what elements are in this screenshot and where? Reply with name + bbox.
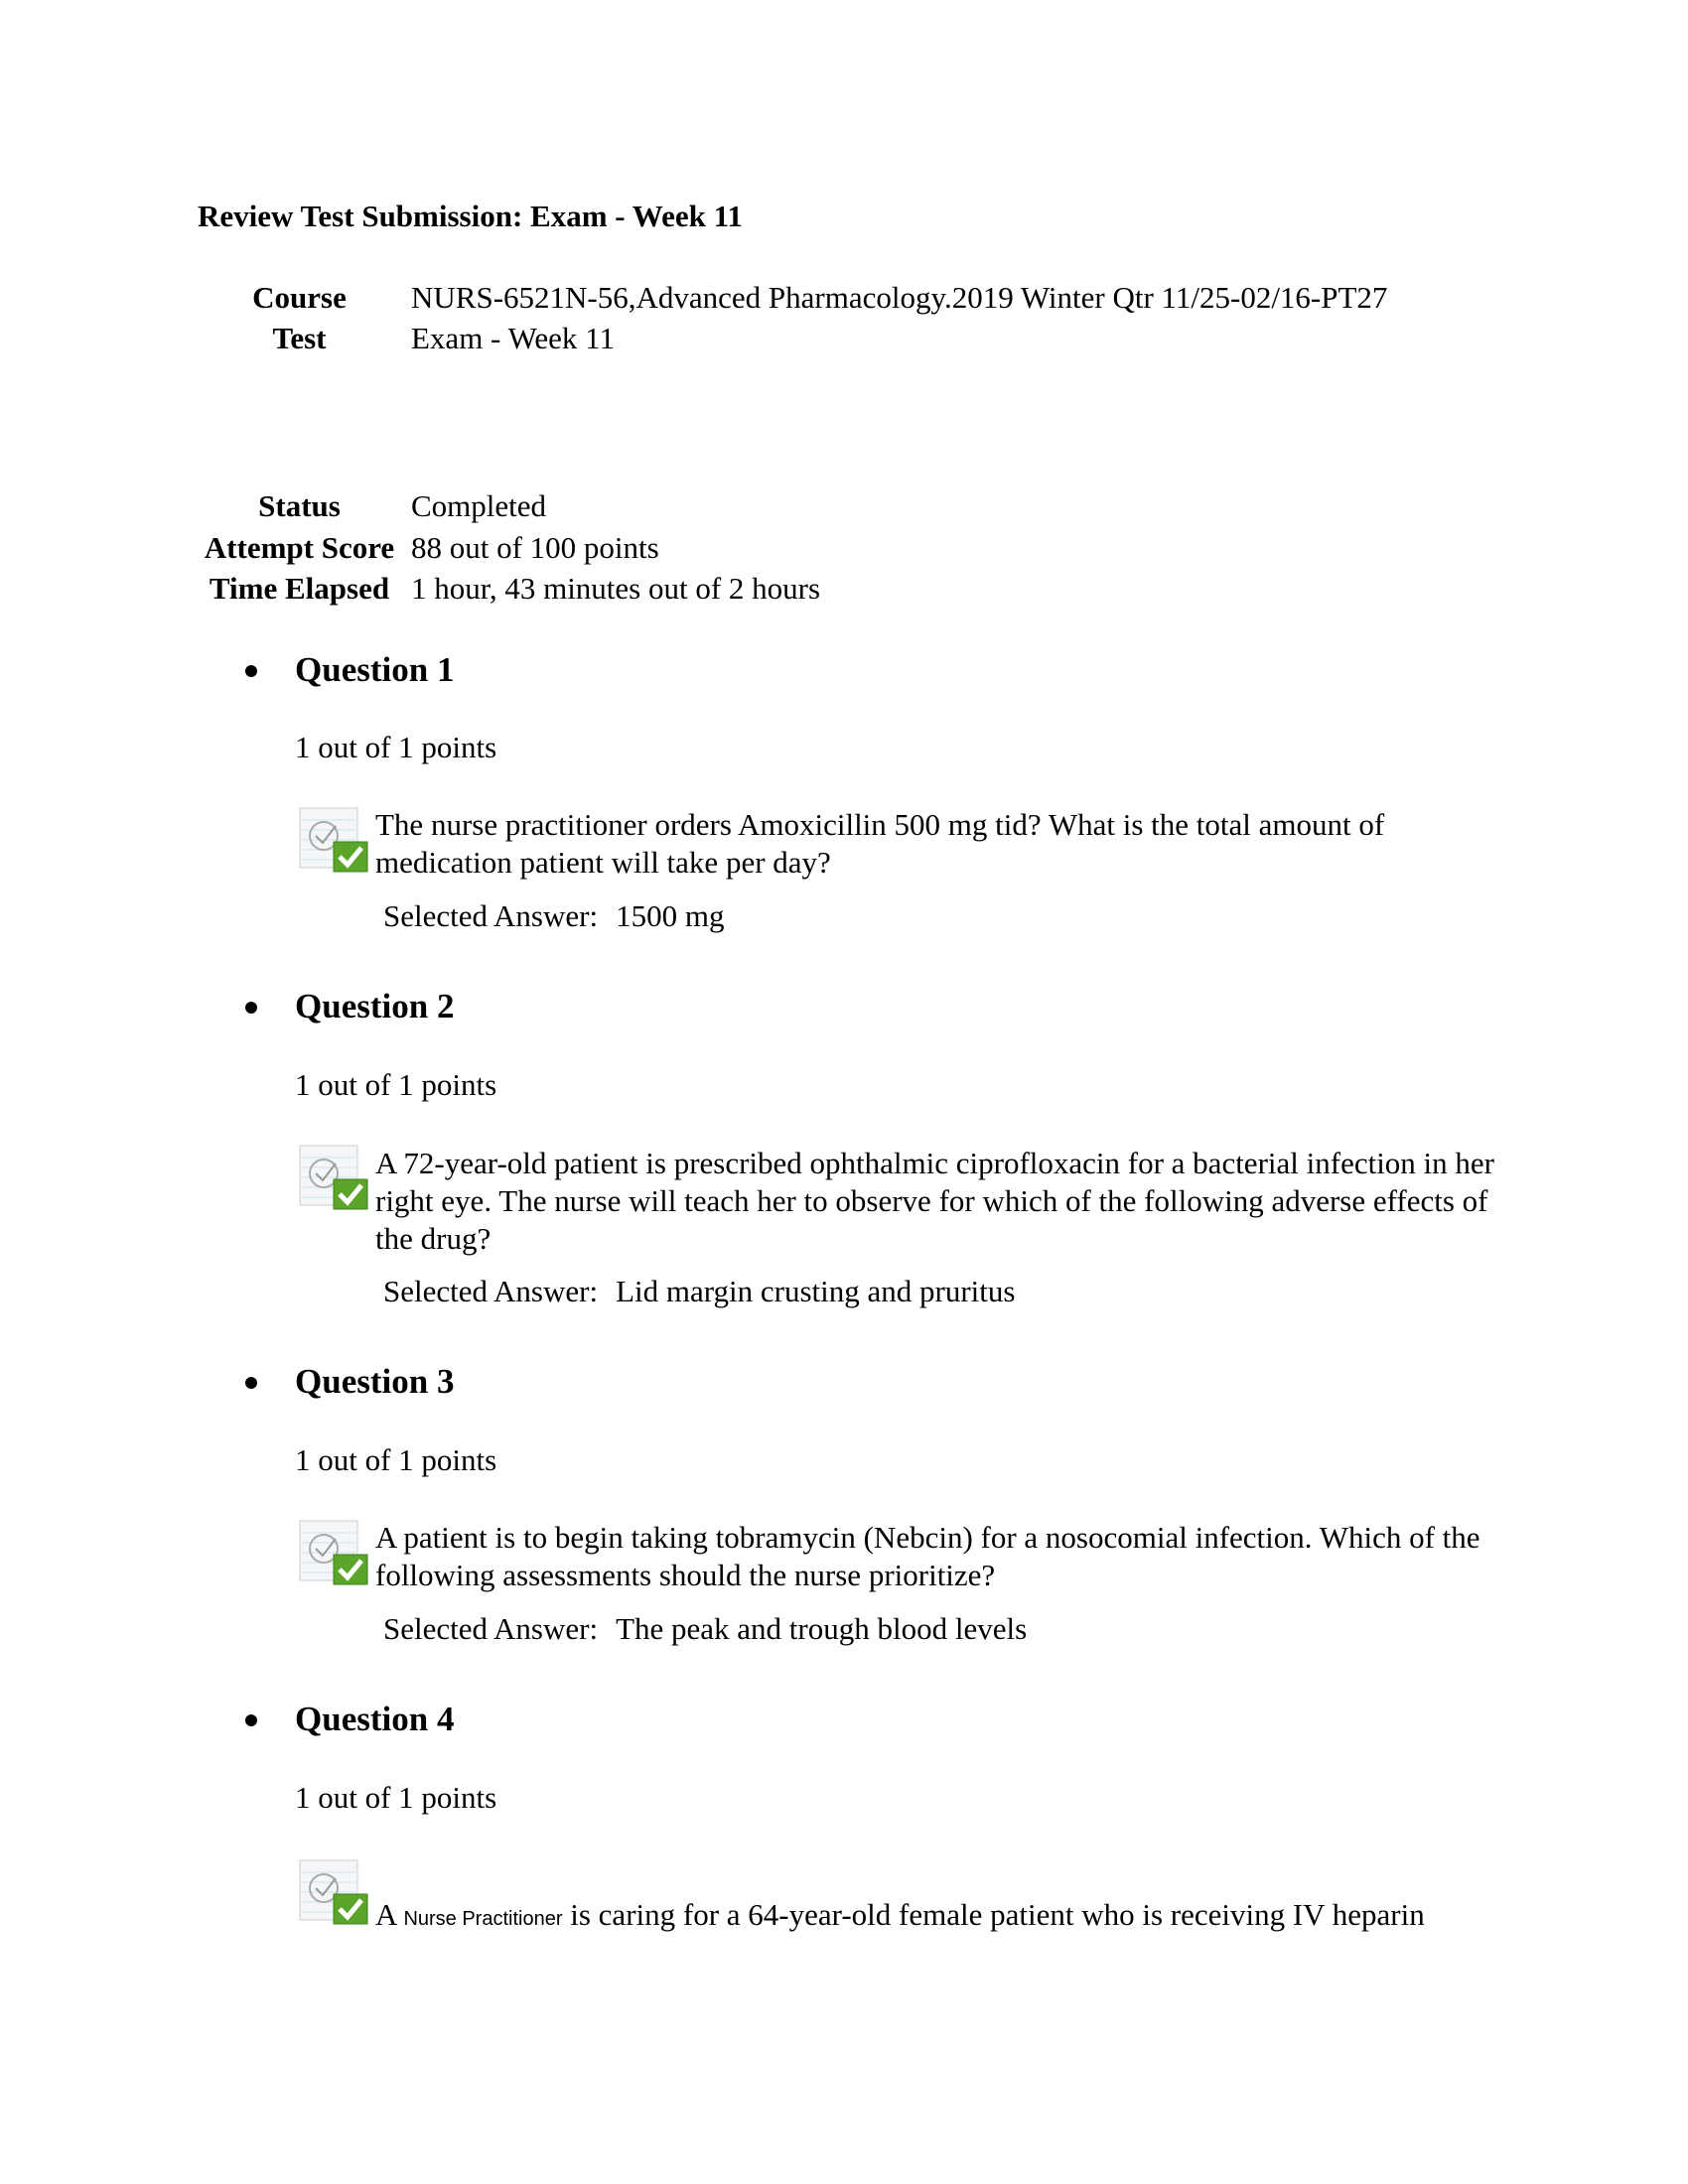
selected-answer-value: Lid margin crusting and pruritus [616,1274,1016,1308]
course-label: Course [252,280,347,315]
selected-answer-value: 1500 mg [616,898,725,933]
selected-answer-value: The peak and trough blood levels [616,1611,1028,1646]
question-text-prefix: A [375,1897,396,1932]
time-elapsed-label: Time Elapsed [209,571,390,606]
course-value: NURS-6521N-56,Advanced Pharmacology.2019 Winter Qtr 11/25-02/16-PT27 [411,280,1388,315]
attempt-score-value: 88 out of 100 points [411,530,659,565]
correct-answer-icon [298,1144,369,1211]
question-heading: Question 3 [295,1362,455,1401]
question-text-small: Nurse Practitioner [403,1908,563,1930]
bullet-icon [245,1377,257,1389]
question-points: 1 out of 1 points [295,730,497,764]
status-value: Completed [411,488,547,523]
selected-answer [383,898,724,934]
question-heading: Question 1 [295,650,455,689]
bullet-icon [245,1714,257,1726]
question-heading: Question 2 [295,987,455,1025]
page-title: Review Test Submission: Exam - Week 11 [198,199,743,233]
selected-answer [383,1611,1027,1647]
question-text [375,1896,1527,1938]
selected-answer-label: Selected Answer: [383,1611,599,1646]
correct-answer-icon [298,1858,369,1926]
question-text: A patient is to begin taking tobramycin (Nebcin) for a nosocomial infection. Which of the following assessments should the nurse prioritize? [375,1520,1480,1592]
attempt-score-label: Attempt Score [204,530,395,565]
selected-answer-label: Selected Answer: [383,1274,599,1308]
bullet-icon [245,665,257,677]
test-value: Exam - Week 11 [411,321,615,355]
question-points: 1 out of 1 points [295,1780,497,1815]
test-label: Test [272,321,327,355]
question-text: The nurse practitioner orders Amoxicillin 500 mg tid? What is the total amount of medication patient will take per day? [375,807,1385,880]
question-points: 1 out of 1 points [295,1442,497,1477]
question-points: 1 out of 1 points [295,1067,497,1102]
selected-answer-label: Selected Answer: [383,898,599,933]
correct-answer-icon [298,1519,369,1586]
bullet-icon [245,1002,257,1014]
status-label: Status [258,488,341,523]
question-text: A 72-year-old patient is prescribed ophthalmic ciprofloxacin for a bacterial infection in her right eye. The nurse will teach her to observe for which of the following adverse effects of the drug? [375,1146,1495,1256]
selected-answer [383,1274,1015,1309]
question-text-suffix: is caring for a 64-year-old female patient who is receiving IV heparin [570,1897,1425,1932]
question-heading: Question 4 [295,1700,455,1738]
correct-answer-icon [298,806,369,874]
time-elapsed-value: 1 hour, 43 minutes out of 2 hours [411,571,821,606]
